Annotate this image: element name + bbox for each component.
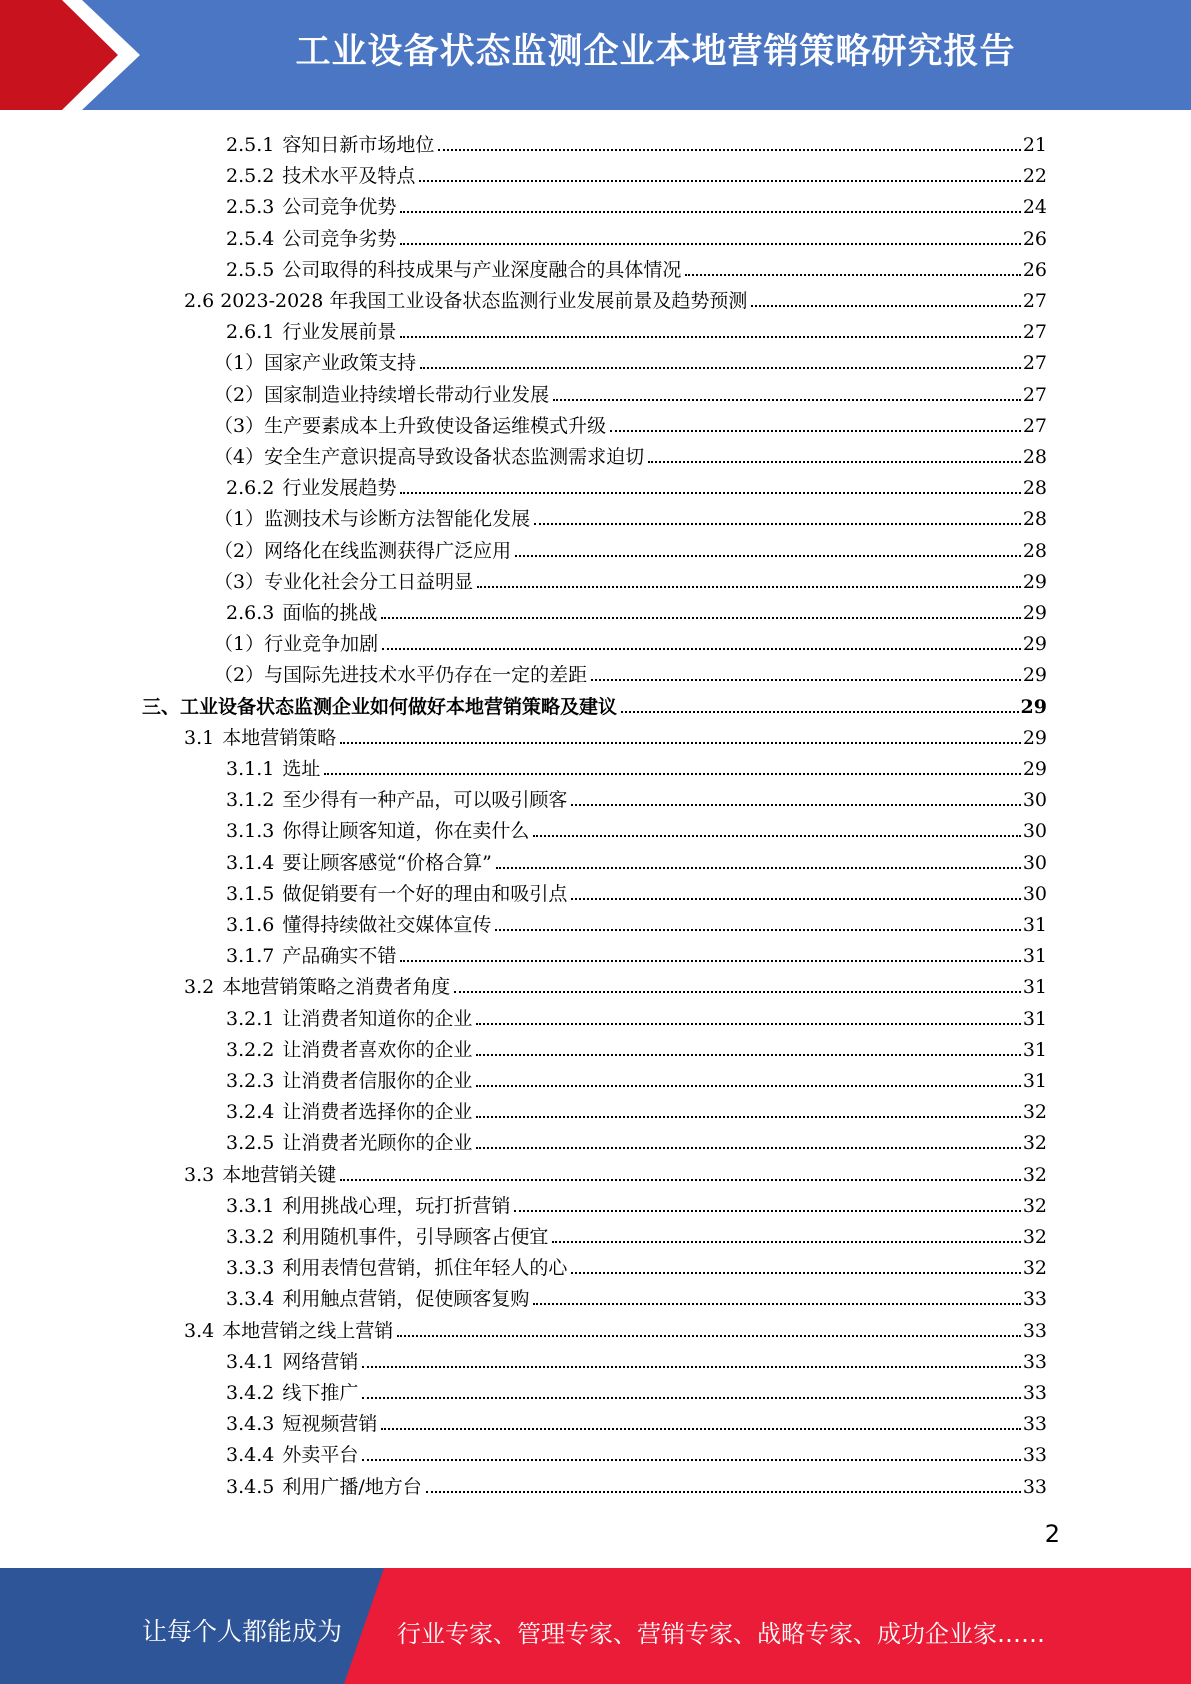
toc-entry-page: 33 — [1022, 1444, 1047, 1467]
toc-entry-page: 32 — [1022, 1132, 1047, 1155]
toc-entry-number: （1） — [214, 352, 265, 375]
footer-slogan: 让每个人都能成为 — [142, 1617, 343, 1646]
toc-entry-title: 网络营销 — [282, 1350, 359, 1373]
toc-entry[interactable] — [226, 1249, 1047, 1280]
toc-entry-page: 26 — [1022, 258, 1047, 281]
toc-entry-number: 2.6.3 — [226, 602, 275, 624]
toc-entry-number: （1） — [214, 633, 265, 656]
toc-entry-title: 2023-2028 年我国工业设备状态监测行业发展前景及趋势预测 — [220, 290, 748, 312]
toc-entry[interactable] — [226, 313, 1047, 344]
toc-entry-title: 让消费者喜欢你的企业 — [282, 1038, 473, 1061]
toc-entry-title: 专业化社会分工日益明显 — [264, 570, 474, 593]
report-header — [0, 0, 1191, 110]
toc-entry-page: 31 — [1022, 945, 1047, 968]
toc-entry-number: 3.3.3 — [226, 1257, 275, 1280]
toc-dot-leader — [426, 1491, 1021, 1493]
toc-dot-leader — [496, 867, 1021, 869]
toc-entry-title: 行业竞争加剧 — [264, 633, 379, 656]
toc-entry-page: 27 — [1022, 383, 1047, 406]
toc-dot-leader — [400, 336, 1020, 338]
toc-dot-leader — [476, 1023, 1020, 1025]
toc-entry-number: 3.3 — [184, 1163, 215, 1186]
toc-entry-number: （2） — [214, 383, 265, 406]
toc-dot-leader — [534, 523, 1021, 525]
toc-entry-page: 31 — [1022, 1038, 1047, 1061]
toc-entry[interactable] — [142, 688, 1047, 719]
toc-dot-leader — [552, 1241, 1020, 1243]
toc-entry-page: 26 — [1022, 227, 1047, 250]
toc-entry-number: 3.1.2 — [226, 789, 275, 812]
toc-entry-page: 33 — [1022, 1413, 1047, 1436]
toc-entry-number: （3） — [214, 414, 265, 437]
toc-entry[interactable] — [214, 563, 1047, 594]
toc-entry-title: 选址 — [282, 758, 321, 780]
toc-dot-leader — [591, 679, 1021, 681]
toc-entry-page: 22 — [1022, 165, 1047, 188]
toc-dot-leader — [362, 1459, 1020, 1461]
toc-entry-title: 外卖平台 — [282, 1444, 359, 1467]
toc-entry-number: 3.2.1 — [226, 1007, 275, 1030]
toc-entry[interactable] — [226, 1468, 1047, 1499]
toc-entry[interactable] — [226, 781, 1047, 812]
toc-entry[interactable] — [226, 906, 1047, 937]
toc-entry-number: （4） — [214, 446, 265, 468]
toc-entry-page: 30 — [1022, 882, 1047, 905]
toc-entry-title: 生产要素成本上升致使设备运维模式升级 — [264, 414, 607, 437]
toc-entry-number: 3.1.1 — [226, 758, 275, 780]
toc-entry-title: 利用挑战心理，玩打折营销 — [282, 1194, 511, 1217]
toc-entry-number: 3.1.4 — [226, 851, 275, 874]
toc-entry-page: 32 — [1022, 1163, 1047, 1186]
toc-entry[interactable] — [226, 1124, 1047, 1155]
toc-entry-title: 容知日新市场地位 — [282, 134, 435, 156]
toc-entry[interactable] — [226, 812, 1047, 843]
toc-entry[interactable] — [226, 1000, 1047, 1031]
toc-entry[interactable] — [226, 1187, 1047, 1218]
toc-entry-page: 30 — [1022, 851, 1047, 874]
toc-entry-number: 3.1.7 — [226, 945, 275, 968]
toc-entry-title: 工业设备状态监测企业如何做好本地营销策略及建议 — [180, 695, 618, 718]
toc-entry-title: 本地营销关键 — [222, 1163, 337, 1186]
toc-entry-title: 技术水平及特点 — [282, 165, 416, 188]
toc-dot-leader — [495, 929, 1020, 931]
toc-dot-leader — [400, 960, 1020, 962]
toc-entry-number: 3.1.6 — [226, 914, 275, 936]
toc-entry-title: 网络化在线监测获得广泛应用 — [264, 539, 512, 562]
toc-entry-title: 让消费者选择你的企业 — [282, 1101, 473, 1124]
toc-entry[interactable] — [226, 875, 1047, 906]
toc-dot-leader — [476, 1054, 1020, 1056]
toc-entry-number: （2） — [214, 664, 265, 687]
toc-entry-title: 利用广播/地方台 — [282, 1475, 422, 1498]
toc-entry-number: 2.5.1 — [226, 134, 275, 156]
toc-entry-title: 国家制造业持续增长带动行业发展 — [264, 383, 550, 406]
toc-dot-leader — [340, 742, 1021, 744]
toc-entry-page: 31 — [1022, 914, 1047, 936]
toc-dot-leader — [476, 1147, 1020, 1149]
toc-entry-number: 3.1.3 — [226, 820, 275, 843]
toc-entry-page: 33 — [1022, 1350, 1047, 1373]
toc-dot-leader — [381, 617, 1020, 619]
toc-entry-title: 与国际先进技术水平仍存在一定的差距 — [264, 664, 588, 687]
toc-dot-leader — [362, 1397, 1020, 1399]
toc-entry[interactable] — [214, 407, 1047, 438]
toc-entry-page: 32 — [1022, 1194, 1047, 1217]
toc-entry-page: 28 — [1022, 477, 1047, 500]
toc-entry-number: 三、 — [142, 695, 181, 718]
toc-entry-title: 至少得有一种产品，可以吸引顾客 — [282, 789, 568, 812]
toc-entry-number: 3.1.5 — [226, 882, 275, 905]
toc-dot-leader — [533, 1303, 1020, 1305]
toc-entry-title: 行业发展趋势 — [282, 477, 397, 500]
toc-entry-title: 做促销要有一个好的理由和吸引点 — [282, 882, 568, 905]
toc-entry-number: （2） — [214, 539, 265, 562]
toc-entry-number: 2.5.4 — [226, 227, 275, 250]
toc-dot-leader — [515, 555, 1021, 557]
toc-entry-page: 28 — [1022, 446, 1047, 468]
toc-dot-leader — [553, 399, 1021, 401]
toc-entry[interactable] — [184, 1156, 1047, 1187]
toc-entry[interactable] — [226, 1093, 1047, 1124]
toc-entry-page: 29 — [1020, 695, 1047, 718]
toc-entry[interactable] — [226, 937, 1047, 968]
toc-entry-page: 29 — [1022, 570, 1047, 593]
toc-dot-leader — [610, 430, 1021, 432]
toc-entry-title: 本地营销之线上营销 — [222, 1319, 394, 1342]
toc-entry-title: 利用触点营销，促使顾客复购 — [282, 1288, 530, 1311]
toc-entry-title: 你得让顾客知道，你在卖什么 — [282, 820, 530, 843]
toc-dot-leader — [420, 367, 1021, 369]
toc-entry-page: 29 — [1022, 602, 1047, 624]
toc-entry[interactable] — [226, 1436, 1047, 1467]
toc-entry-page: 33 — [1022, 1382, 1047, 1404]
toc-entry[interactable] — [226, 1218, 1047, 1249]
toc-entry-title: 产品确实不错 — [282, 945, 397, 968]
toc-entry-number: 2.6.2 — [226, 477, 275, 500]
toc-dot-leader — [621, 711, 1019, 713]
toc-entry[interactable] — [226, 1062, 1047, 1093]
toc-entry-page: 32 — [1022, 1101, 1047, 1124]
toc-dot-leader — [438, 149, 1020, 151]
report-title: 工业设备状态监测企业本地营销策略研究报告 — [295, 32, 1016, 72]
toc-entry-title: 监测技术与诊断方法智能化发展 — [264, 508, 531, 531]
toc-dot-leader — [340, 1179, 1021, 1181]
toc-entry-page: 27 — [1022, 352, 1047, 375]
toc-entry-title: 行业发展前景 — [282, 321, 397, 344]
toc-dot-leader — [477, 586, 1021, 588]
toc-dot-leader — [571, 898, 1020, 900]
toc-entry[interactable] — [214, 438, 1047, 469]
toc-entry-page: 29 — [1022, 664, 1047, 687]
toc-entry-number: 2.6.1 — [226, 321, 275, 344]
toc-entry-title: 短视频营销 — [282, 1413, 378, 1436]
toc-entry-number: 3.1 — [184, 726, 215, 749]
toc-entry-number: （3） — [214, 570, 265, 593]
toc-entry[interactable] — [226, 220, 1047, 251]
footer-roles: 行业专家、管理专家、营销专家、战略专家、成功企业家…… — [397, 1620, 1045, 1648]
toc-entry-title: 公司竞争劣势 — [282, 227, 397, 250]
toc-entry-page: 24 — [1022, 196, 1047, 219]
toc-entry-title: 公司竞争优势 — [282, 196, 397, 219]
toc-entry[interactable] — [214, 344, 1047, 375]
toc-entry-number: 3.3.2 — [226, 1226, 275, 1248]
toc-dot-leader — [685, 274, 1020, 276]
toc-dot-leader — [324, 773, 1020, 775]
toc-entry-title: 安全生产意识提高导致设备状态监测需求迫切 — [264, 446, 645, 468]
toc-entry-number: 2.5.3 — [226, 196, 275, 219]
toc-entry-number: （1） — [214, 508, 265, 531]
toc-entry[interactable] — [226, 1280, 1047, 1311]
toc-entry-title: 国家产业政策支持 — [264, 352, 417, 375]
toc-entry[interactable] — [214, 532, 1047, 563]
toc-dot-leader — [419, 180, 1020, 182]
toc-dot-leader — [514, 1210, 1020, 1212]
toc-entry-page: 28 — [1022, 508, 1047, 531]
toc-dot-leader — [571, 1272, 1020, 1274]
toc-entry-title: 利用表情包营销，抓住年轻人的心 — [282, 1257, 568, 1280]
toc-entry[interactable] — [226, 126, 1047, 157]
toc-entry-number: 3.4.5 — [226, 1475, 275, 1498]
toc-dot-leader — [648, 461, 1021, 463]
toc-entry-number: 3.4.4 — [226, 1444, 275, 1467]
toc-entry[interactable] — [226, 251, 1047, 282]
toc-dot-leader — [400, 492, 1020, 494]
toc-entry-page: 33 — [1022, 1288, 1047, 1311]
toc-entry-title: 本地营销策略 — [222, 726, 337, 749]
toc-entry[interactable] — [226, 1343, 1047, 1374]
toc-entry-title: 公司取得的科技成果与产业深度融合的具体情况 — [282, 258, 682, 281]
toc-entry-number: 2.5.2 — [226, 165, 275, 188]
toc-entry-number: 3.4.3 — [226, 1413, 275, 1436]
toc-entry-title: 让消费者知道你的企业 — [282, 1007, 473, 1030]
toc-entry-number: 3.2.4 — [226, 1101, 275, 1124]
toc-entry-title: 让消费者光顾你的企业 — [282, 1132, 473, 1155]
toc-entry[interactable] — [214, 376, 1047, 407]
toc-entry-page: 31 — [1022, 976, 1047, 999]
toc-entry[interactable] — [226, 1405, 1047, 1436]
toc-entry-title: 懂得持续做社交媒体宣传 — [282, 914, 492, 936]
toc-entry[interactable] — [226, 750, 1047, 781]
toc-entry-number: 2.6 — [184, 290, 215, 312]
toc-entry-title: 要让顾客感觉“价格合算” — [282, 851, 492, 874]
toc-entry[interactable] — [226, 188, 1047, 219]
toc-entry-page: 27 — [1022, 321, 1047, 344]
toc-entry[interactable] — [214, 500, 1047, 531]
toc-entry-title: 本地营销策略之消费者角度 — [222, 976, 451, 999]
toc-entry[interactable] — [214, 656, 1047, 687]
toc-entry-page: 30 — [1022, 820, 1047, 843]
page-number: 2 — [1044, 1520, 1060, 1548]
toc-entry[interactable] — [226, 844, 1047, 875]
toc-entry-number: 3.3.1 — [226, 1194, 275, 1217]
toc-entry-page: 29 — [1022, 726, 1047, 749]
toc-entry-page: 31 — [1022, 1007, 1047, 1030]
toc-entry-page: 33 — [1022, 1475, 1047, 1498]
toc-dot-leader — [476, 1116, 1020, 1118]
toc-dot-leader — [400, 211, 1020, 213]
toc-entry-page: 27 — [1022, 290, 1047, 312]
toc-entry-number: 3.2.5 — [226, 1132, 275, 1155]
toc-dot-leader — [400, 243, 1020, 245]
toc-entry[interactable] — [184, 719, 1047, 750]
toc-dot-leader — [397, 1335, 1021, 1337]
footer-banner — [0, 1568, 1191, 1684]
toc-entry-number: 3.2.3 — [226, 1070, 275, 1092]
toc-entry[interactable] — [184, 968, 1047, 999]
toc-dot-leader — [751, 305, 1020, 307]
toc-entry-title: 让消费者信服你的企业 — [282, 1070, 473, 1092]
toc-entry[interactable] — [226, 1374, 1047, 1405]
toc-dot-leader — [571, 804, 1020, 806]
toc-entry-number: 3.4.2 — [226, 1382, 275, 1404]
toc-entry-page: 29 — [1022, 633, 1047, 656]
toc-entry-number: 3.2.2 — [226, 1038, 275, 1061]
toc-entry-number: 3.2 — [184, 976, 215, 999]
toc-entry[interactable] — [226, 157, 1047, 188]
toc-entry-page: 32 — [1022, 1257, 1047, 1280]
toc-entry-page: 21 — [1022, 134, 1047, 156]
toc-entry-title: 线下推广 — [282, 1382, 359, 1404]
toc-entry-page: 31 — [1022, 1070, 1047, 1092]
toc-dot-leader — [454, 991, 1021, 993]
toc-entry[interactable] — [226, 1031, 1047, 1062]
toc-entry[interactable] — [184, 1312, 1047, 1343]
toc-entry[interactable] — [184, 282, 1047, 313]
toc-dot-leader — [381, 1428, 1020, 1430]
toc-entry-number: 2.5.5 — [226, 258, 275, 281]
toc-entry-title: 面临的挑战 — [282, 602, 378, 624]
toc-entry-page: 27 — [1022, 414, 1047, 437]
toc-entry-number: 3.4.1 — [226, 1350, 275, 1373]
toc-dot-leader — [476, 1085, 1020, 1087]
toc-entry-page: 33 — [1022, 1319, 1047, 1342]
toc-dot-leader — [362, 1366, 1020, 1368]
toc-entry-page: 28 — [1022, 539, 1047, 562]
toc-entry-page: 30 — [1022, 789, 1047, 812]
toc-entry[interactable] — [226, 594, 1047, 625]
toc-entry-number: 3.4 — [184, 1319, 215, 1342]
toc-dot-leader — [533, 835, 1020, 837]
toc-entry-page: 29 — [1022, 758, 1047, 780]
toc-entry-page: 32 — [1022, 1226, 1047, 1248]
toc-dot-leader — [382, 648, 1021, 650]
toc-entry[interactable] — [226, 469, 1047, 500]
toc-entry-title: 利用随机事件，引导顾客占便宜 — [282, 1226, 549, 1248]
toc-entry-number: 3.3.4 — [226, 1288, 275, 1311]
toc-entry[interactable] — [214, 625, 1047, 656]
